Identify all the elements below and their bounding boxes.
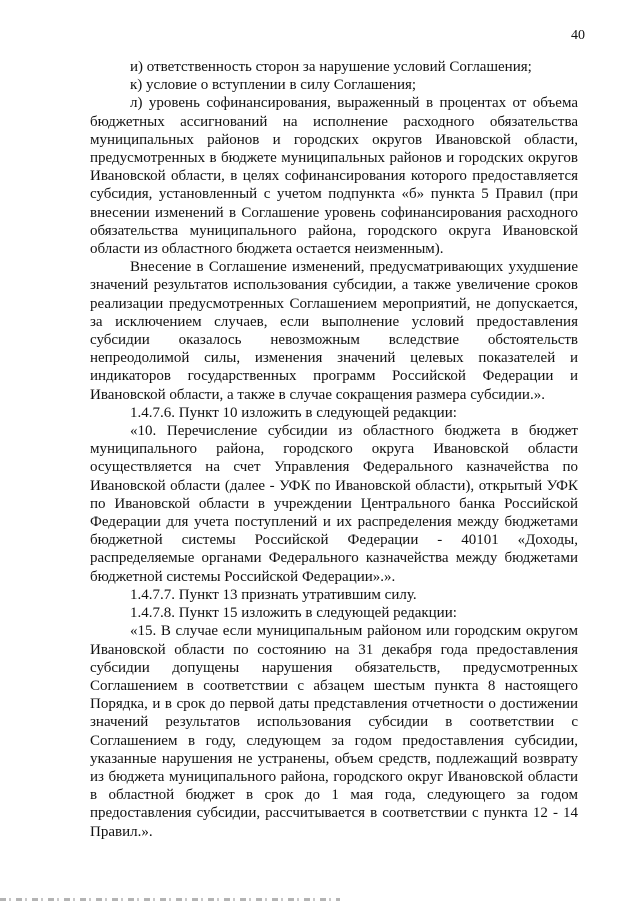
paragraph-item-k: к) условие о вступлении в силу Соглашения;	[130, 77, 417, 94]
scan-artifact-line	[0, 898, 340, 901]
paragraph-1-4-7-8: 1.4.7.8. Пункт 15 изложить в следующей редакции:	[130, 605, 457, 622]
document-body	[90, 58, 578, 841]
paragraph-point-15: «15. В случае если муниципальным районом или городским округом Ивановской области по состоянию на 31 декабря года предоставления субсидии допущены нарушения обязательств, предусмотренных Соглашением в соответствии с абзацем шестым пункта 8 настоящего Порядка, и в срок до первой даты представления отчетности о достижении значений результатов использования субсидии в соответствии с Соглашением в году, следующем за годом предоставления субсидии, указанные нарушения не устранены, объем средств, подлежащий возврату из бюджета муниципального района, городского округ Ивановской области в областной бюджет в срок до 1 мая года, следующего за годом предоставления субсидии, рассчитывается в соответствии с пункта 12 - 14 Правил.».	[90, 623, 578, 840]
paragraph-item-i: и) ответственность сторон за нарушение условий Соглашения;	[130, 59, 532, 75]
paragraph-amendment-conditions: Внесение в Соглашение изменений, предусматривающих ухудшение значений результатов использования субсидии, а также увеличение сроков реализации предусмотренных Соглашением мероприятий, не допускается, за исключением случаев, если выполнение условий предоставления субсидии оказалось невозможным вследствие обстоятельств непреодолимой силы, изменения значений целевых показателей и индикаторов государственных программ Российской Федерации и Ивановской области, а также в случае сокращения размера субсидии.».	[90, 259, 578, 403]
page-number: 40	[571, 28, 585, 43]
paragraph-point-10: «10. Перечисление субсидии из областного бюджета в бюджет муниципального района, городского округа Ивановской области осуществляется на счет Управления Федерального казначейства по Ивановской области (далее - УФК по Ивановской области), открытый УФК по Ивановской области в учреждении Центрального банка Российской Федерации для учета поступлений и их распределения между бюджетами бюджетной системы Российской Федерации - 40101 «Доходы, распределяемые органами Федерального казначейства между бюджетами бюджетной системы Российской Федерации».».	[90, 423, 578, 585]
paragraph-item-l: л) уровень софинансирования, выраженный в процентах от объема бюджетных ассигнований на исполнение расходного обязательства муниципальных районов и городских округов Ивановской области, предусмотренных в бюджете муниципальных районов и городских округов Ивановской области, в целях софинансирования которого предоставляется субсидия, установленный с учетом подпункта «б» пункта 5 Правил (при внесении изменений в Соглашение уровень софинансирования расходного обязательства муниципального района, городского округа Ивановской области из областного бюджета остается неизменным).	[90, 95, 578, 258]
paragraph-1-4-7-7: 1.4.7.7. Пункт 13 признать утратившим силу.	[130, 586, 417, 603]
paragraph-1-4-7-6: 1.4.7.6. Пункт 10 изложить в следующей редакции:	[130, 404, 457, 421]
